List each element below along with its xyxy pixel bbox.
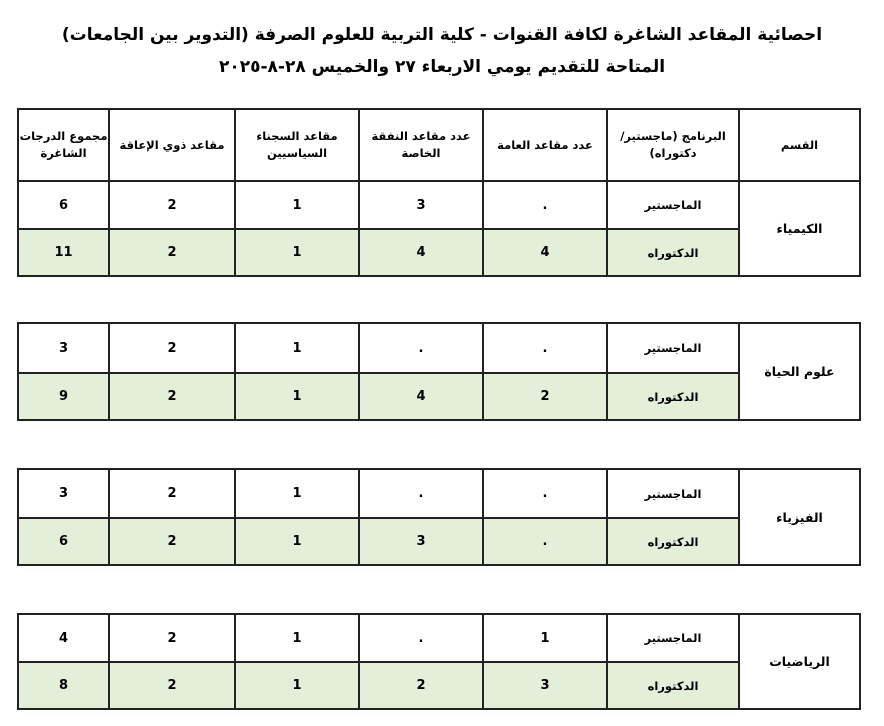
total-vacant-value: 8 [18, 662, 109, 709]
political-seats-value: 1 [235, 614, 359, 662]
private-seats-value: . [359, 614, 483, 662]
total-vacant-value: 9 [18, 373, 109, 420]
header-table [17, 108, 861, 182]
disability-seats-value: 2 [109, 373, 235, 420]
disability-seats-value: 2 [109, 469, 235, 518]
general-seats-value: . [483, 518, 607, 565]
section-table [17, 613, 861, 710]
general-seats-value: 2 [483, 373, 607, 420]
header-private-seats: عدد مقاعد النفقة الخاصة [359, 109, 483, 181]
department-name: الرياضيات [739, 614, 860, 709]
program-name: الماجستير [607, 469, 739, 518]
total-vacant-value: 11 [18, 229, 109, 276]
disability-seats-value: 2 [109, 323, 235, 373]
header-program: البرنامج (ماجستير/دكتوراه) [607, 109, 739, 181]
private-seats-value: . [359, 323, 483, 373]
general-seats-value: 4 [483, 229, 607, 276]
private-seats-value: 4 [359, 229, 483, 276]
section-table [17, 322, 861, 421]
political-seats-value: 1 [235, 323, 359, 373]
political-seats-value: 1 [235, 662, 359, 709]
private-seats-value: 3 [359, 181, 483, 229]
department-name: علوم الحياة [739, 323, 860, 420]
program-name: الماجستير [607, 323, 739, 373]
header-total-vacant: مجموع الدرجات الشاغرة [18, 109, 109, 181]
header-general-seats: عدد مقاعد العامة [483, 109, 607, 181]
disability-seats-value: 2 [109, 614, 235, 662]
program-name: الدكتوراه [607, 662, 739, 709]
general-seats-value: . [483, 469, 607, 518]
political-seats-value: 1 [235, 469, 359, 518]
political-seats-value: 1 [235, 373, 359, 420]
total-vacant-value: 4 [18, 614, 109, 662]
program-name: الدكتوراه [607, 229, 739, 276]
general-seats-value: . [483, 181, 607, 229]
total-vacant-value: 3 [18, 323, 109, 373]
private-seats-value: 3 [359, 518, 483, 565]
private-seats-value: 4 [359, 373, 483, 420]
disability-seats-value: 2 [109, 181, 235, 229]
total-vacant-value: 3 [18, 469, 109, 518]
private-seats-value: 2 [359, 662, 483, 709]
department-name: الكيمياء [739, 181, 860, 276]
header-dept: القسم [739, 109, 860, 181]
program-name: الدكتوراه [607, 518, 739, 565]
private-seats-value: . [359, 469, 483, 518]
political-seats-value: 1 [235, 181, 359, 229]
program-name: الماجستير [607, 181, 739, 229]
section-table [17, 468, 861, 566]
disability-seats-value: 2 [109, 518, 235, 565]
program-name: الدكتوراه [607, 373, 739, 420]
document-title-line-1: احصائية المقاعد الشاغرة لكافة القنوات - كلية التربية للعلوم الصرفة (التدوير بين الجامعات) [61, 25, 823, 45]
header-political-prisoners-seats: مقاعد السجناء السياسيين [235, 109, 359, 181]
general-seats-value: 3 [483, 662, 607, 709]
section-table [17, 180, 861, 277]
disability-seats-value: 2 [109, 662, 235, 709]
general-seats-value: 1 [483, 614, 607, 662]
header-disability-seats: مقاعد ذوي الإعاقة [109, 109, 235, 181]
document-title-line-2: المتاحة للتقديم يومي الاربعاء ٢٧ والخميس ٢٨-٨-٢٠٢٥ [218, 57, 666, 77]
program-name: الماجستير [607, 614, 739, 662]
political-seats-value: 1 [235, 518, 359, 565]
disability-seats-value: 2 [109, 229, 235, 276]
department-name: الفيزياء [739, 469, 860, 565]
political-seats-value: 1 [235, 229, 359, 276]
total-vacant-value: 6 [18, 181, 109, 229]
total-vacant-value: 6 [18, 518, 109, 565]
general-seats-value: . [483, 323, 607, 373]
